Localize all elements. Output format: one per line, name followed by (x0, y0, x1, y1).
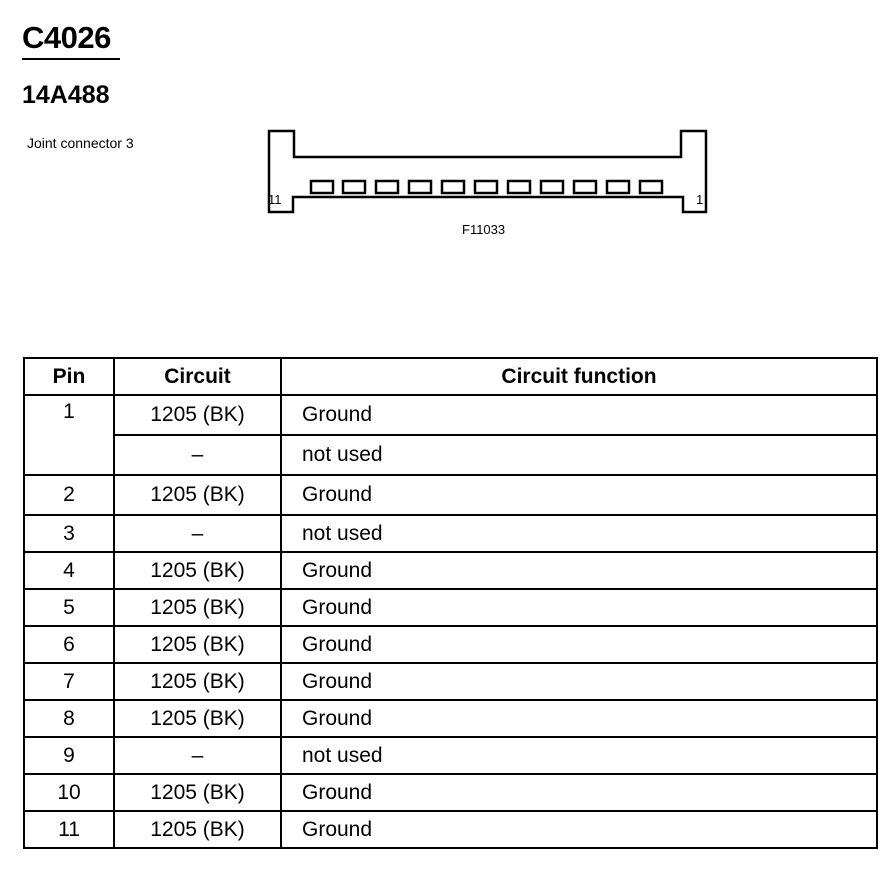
function-cell: Ground (281, 700, 877, 737)
function-cell: not used (281, 515, 877, 552)
circuit-cell: – (114, 435, 281, 475)
table-row (24, 626, 877, 663)
pin-cavity (442, 181, 464, 193)
pin-cell: 5 (24, 589, 114, 626)
pin-cavities (311, 181, 662, 193)
table-row (24, 435, 877, 475)
connector-housing-outline (269, 131, 706, 212)
table-row (24, 552, 877, 589)
pin-cavity (311, 181, 333, 193)
circuit-cell: 1205 (BK) (114, 700, 281, 737)
pin-cavity (343, 181, 365, 193)
part-number: 14A488 (22, 81, 110, 109)
pin-cavity (376, 181, 398, 193)
table-row (24, 663, 877, 700)
table-row (24, 700, 877, 737)
pin-cell: 10 (24, 774, 114, 811)
pin-cavity (607, 181, 629, 193)
table-row (24, 811, 877, 848)
circuit-cell: 1205 (BK) (114, 395, 281, 435)
circuit-cell: – (114, 737, 281, 774)
pin-cavity (475, 181, 497, 193)
header-circuit: Circuit (114, 358, 281, 395)
connector-diagram (0, 0, 890, 260)
circuit-cell: 1205 (BK) (114, 589, 281, 626)
circuit-cell: 1205 (BK) (114, 811, 281, 848)
table-row (24, 737, 877, 774)
pin-cavity (640, 181, 662, 193)
function-cell: Ground (281, 626, 877, 663)
function-cell: not used (281, 435, 877, 475)
pin-cell: 1 (24, 395, 114, 475)
table-row (24, 774, 877, 811)
pin-cell: 6 (24, 626, 114, 663)
pin-table (23, 357, 878, 849)
function-cell: Ground (281, 475, 877, 515)
pin-cavity (409, 181, 431, 193)
pin-label-right: 1 (696, 192, 704, 207)
connector-id: C4026 (22, 20, 111, 55)
circuit-cell: – (114, 515, 281, 552)
function-cell: Ground (281, 395, 877, 435)
circuit-cell: 1205 (BK) (114, 626, 281, 663)
table-row (24, 475, 877, 515)
pin-cell: 4 (24, 552, 114, 589)
function-cell: Ground (281, 552, 877, 589)
circuit-cell: 1205 (BK) (114, 552, 281, 589)
function-cell: Ground (281, 589, 877, 626)
function-cell: not used (281, 737, 877, 774)
circuit-cell: 1205 (BK) (114, 774, 281, 811)
circuit-cell: 1205 (BK) (114, 475, 281, 515)
figure-id: F11033 (462, 222, 506, 237)
function-cell: Ground (281, 663, 877, 700)
pin-cavity (508, 181, 530, 193)
circuit-cell: 1205 (BK) (114, 663, 281, 700)
pin-cell: 3 (24, 515, 114, 552)
pin-cell: 8 (24, 700, 114, 737)
pin-cell: 7 (24, 663, 114, 700)
pin-label-left: 11 (268, 192, 282, 207)
function-cell: Ground (281, 774, 877, 811)
pin-cavity (574, 181, 596, 193)
function-cell: Ground (281, 811, 877, 848)
pin-cell: 2 (24, 475, 114, 515)
pin-cell: 11 (24, 811, 114, 848)
pin-cell: 9 (24, 737, 114, 774)
table-row (24, 395, 877, 435)
table-header-row (24, 358, 877, 395)
pin-cavity (541, 181, 563, 193)
header-circuit-function: Circuit function (281, 358, 877, 395)
header-pin: Pin (24, 358, 114, 395)
connector-description: Joint connector 3 (27, 135, 134, 151)
table-row (24, 515, 877, 552)
table-row (24, 589, 877, 626)
